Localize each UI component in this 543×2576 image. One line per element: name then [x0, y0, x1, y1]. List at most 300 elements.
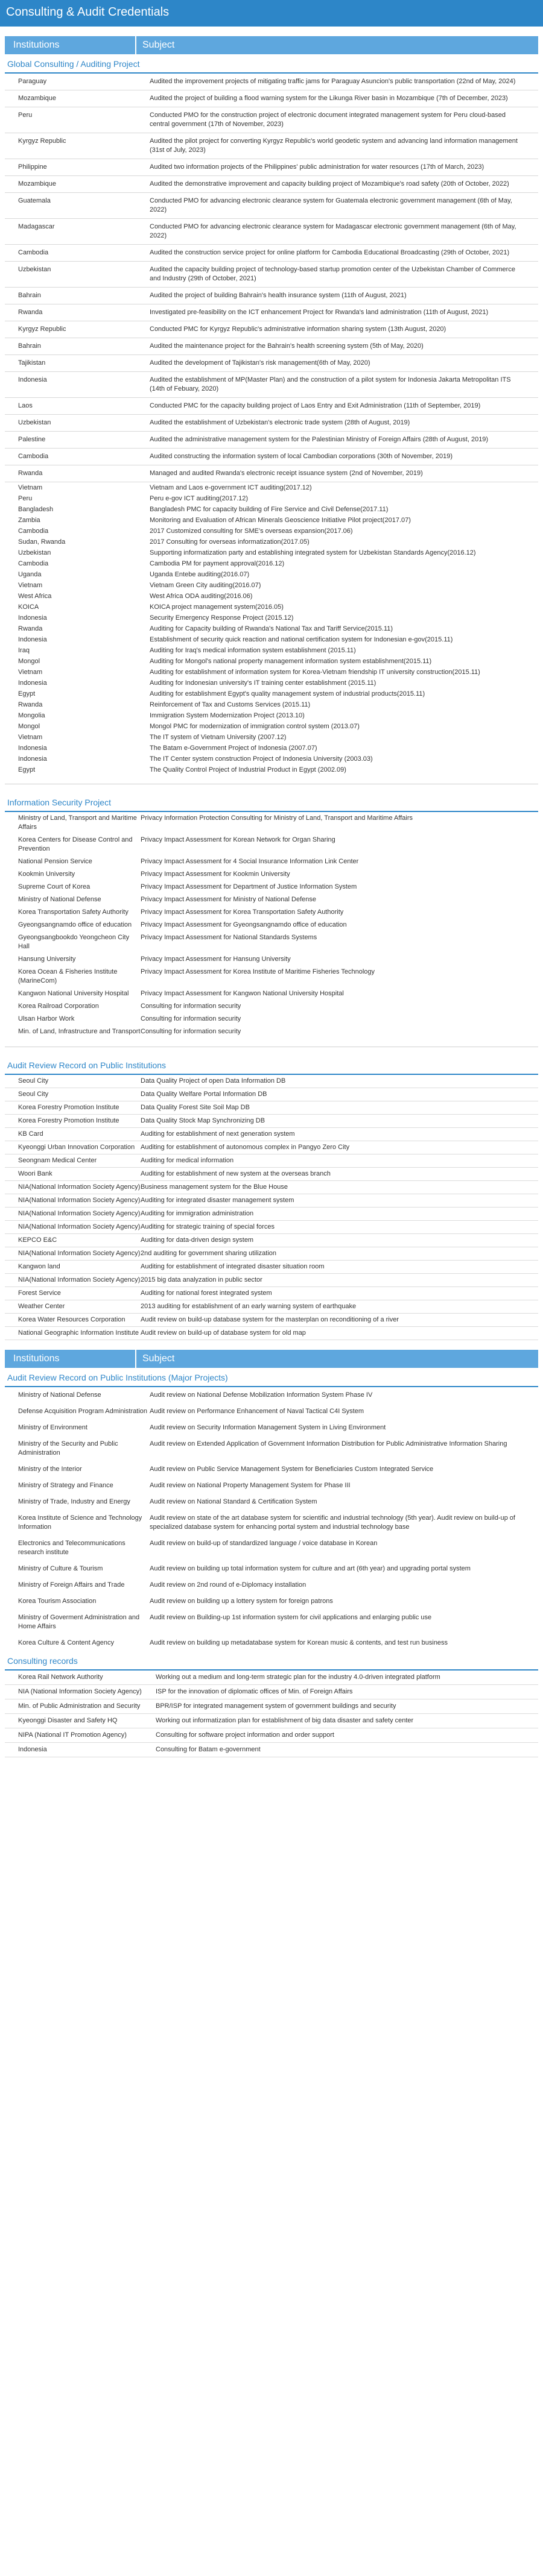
subject-cell: Conducted PMO for advancing electronic clearance system for Guatemala electronic government management (6th of May, 2022) — [150, 197, 512, 213]
institution-cell: Indonesia — [18, 679, 47, 687]
column-institutions: Institutions — [13, 1353, 60, 1364]
spacer — [0, 1340, 543, 1350]
table-row — [5, 1075, 538, 1088]
subject-cell: Auditing for data-driven design system — [141, 1236, 254, 1244]
institution-cell: Kyeonggi Urban Innovation Corporation — [18, 1144, 135, 1151]
table-row — [5, 1013, 538, 1025]
institution-cell: Egypt — [18, 766, 36, 773]
table-row — [5, 591, 538, 602]
table-row — [5, 623, 538, 634]
subject-cell: Auditing for establishment Egypt's quality management system of industrial products(2015.11) — [150, 690, 425, 698]
institution-cell: Ministry of Environment — [18, 1424, 87, 1431]
institution-cell: NIA(National Information Society Agency) — [18, 1197, 141, 1204]
subject-cell: Auditing for establishment of integrated disaster situation room — [141, 1263, 325, 1270]
table-row — [5, 449, 538, 465]
subject-cell: Privacy Impact Assessment for National Standards Systems — [141, 934, 317, 941]
institution-cell: Korea Ocean & Fisheries Institute (MarineCom) — [18, 968, 118, 984]
institution-cell: KB Card — [18, 1130, 43, 1138]
institution-cell: Egypt — [18, 690, 36, 698]
table-row — [5, 1154, 538, 1168]
institution-cell: Tajikistan — [18, 359, 46, 367]
institution-cell: KOICA — [18, 603, 39, 611]
subject-cell: Data Quality Project of open Data Information DB — [141, 1077, 286, 1085]
institution-cell: Forest Service — [18, 1290, 61, 1297]
table-row — [5, 931, 538, 953]
table-row — [5, 504, 538, 515]
institution-cell: Kyrgyz Republic — [18, 326, 66, 333]
subject-cell: KOICA project management system(2016.05) — [150, 603, 284, 611]
table-row — [5, 90, 538, 107]
institution-cell: Mongolia — [18, 712, 45, 719]
table-row — [5, 1314, 538, 1327]
table-row — [5, 1714, 538, 1728]
institution-cell: Sudan, Rwanda — [18, 538, 66, 546]
table-row — [5, 602, 538, 613]
column-header — [5, 1350, 538, 1368]
subject-cell: Audited the establishment of Uzbekistan's electronic trade system (28th of August, 2019) — [150, 419, 410, 426]
table-row — [5, 613, 538, 623]
table-row — [5, 1593, 538, 1610]
table-row — [5, 558, 538, 569]
institution-cell: Cambodia — [18, 249, 49, 256]
institution-cell: Indonesia — [18, 755, 47, 763]
institution-cell: Electronics and Telecommunications research institute — [18, 1540, 125, 1556]
subject-cell: Audited two information projects of the Philippines' public administration for water resources (17th of March, 2023) — [150, 163, 484, 171]
institution-cell: Rwanda — [18, 701, 43, 708]
subject-cell: Audit review on build-up database system for the masterplan on reconditioning of a river — [141, 1316, 399, 1323]
institution-cell: Seoul City — [18, 1077, 49, 1085]
subject-cell: Audit review on Building-up 1st information system for civil applications and enlarging public use — [150, 1614, 432, 1621]
table-row — [5, 667, 538, 678]
section-title: Audit Review Record on Public Institutions (Major Projects) — [5, 1368, 538, 1387]
subject-cell: Establishment of security quick reaction and national certification system for Indonesian e-gov(2015.11) — [150, 636, 453, 643]
section-consulting — [5, 1651, 538, 1757]
table-row — [5, 245, 538, 262]
table-row — [5, 338, 538, 355]
table-row — [5, 634, 538, 645]
institution-cell: Ministry of Land, Transport and Maritime Affairs — [18, 814, 137, 831]
subject-cell: 2015 big data analyzation in public sector — [141, 1276, 262, 1283]
institution-cell: Indonesia — [18, 376, 47, 383]
institution-cell: Korea Water Resources Corporation — [18, 1316, 125, 1323]
table-row — [5, 193, 538, 219]
table-row — [5, 919, 538, 931]
subject-cell: Privacy Impact Assessment for Korean Network for Organ Sharing — [141, 836, 335, 843]
subject-cell: Auditing for immigration administration — [141, 1210, 254, 1217]
institution-cell: Ministry of National Defense — [18, 896, 101, 903]
institution-cell: Hansung University — [18, 956, 76, 963]
institution-cell: Woori Bank — [18, 1170, 52, 1177]
institution-cell: Bahrain — [18, 292, 41, 299]
institution-cell: Ministry of Culture & Tourism — [18, 1565, 103, 1572]
table-row — [5, 678, 538, 688]
table-row — [5, 834, 538, 855]
table-row — [5, 893, 538, 906]
subject-cell: Vietnam Green City auditing(2016.07) — [150, 582, 261, 589]
institution-cell: Paraguay — [18, 78, 47, 85]
institution-cell: Laos — [18, 402, 33, 409]
subject-cell: Security Emergency Response Project (2015.12) — [150, 614, 294, 622]
institution-cell: Indonesia — [18, 745, 47, 752]
subject-cell: Audited the construction service project for online platform for Cambodia Educational Broadcasting (29th of October, 2021) — [150, 249, 510, 256]
subject-cell: Audit review on building up a lottery system for foreign patrons — [150, 1598, 333, 1605]
section-title: Consulting records — [5, 1651, 538, 1671]
subject-cell: Audited the administrative management system for the Palestinian Ministry of Foreign Affairs (28th of August, 2019) — [150, 436, 489, 443]
table-row — [5, 812, 538, 834]
table-row — [5, 868, 538, 881]
page-title: Consulting & Audit Credentials — [0, 0, 543, 27]
table-row — [5, 1000, 538, 1013]
subject-cell: Consulting for software project information and order support — [156, 1731, 334, 1739]
table-row — [5, 699, 538, 710]
subject-cell: Data Quality Stock Map Synchronizing DB — [141, 1117, 265, 1124]
subject-cell: Privacy Impact Assessment for Gyeongsangnamdo office of education — [141, 921, 347, 928]
subject-cell: Privacy Impact Assessment for Kookmin University — [141, 871, 290, 878]
table-row — [5, 1699, 538, 1714]
subject-cell: 2017 Consulting for overseas informatization(2017.05) — [150, 538, 310, 546]
table-row — [5, 987, 538, 1000]
subject-cell: Supporting informatization party and establishing integrated system for Uzbekistan Standards Agency(2016.12) — [150, 549, 476, 556]
institution-cell: Kyeonggi Disaster and Safety HQ — [18, 1717, 118, 1724]
subject-cell: Conducted PMC for Kyrgyz Republic's administrative information sharing system (13th August, 2020) — [150, 326, 446, 333]
table-row — [5, 732, 538, 743]
table-row — [5, 526, 538, 537]
institution-cell: Mongol — [18, 658, 40, 665]
table-row — [5, 1221, 538, 1234]
subject-cell: Auditing for Mongol's national property management information system establishment(2015.11) — [150, 658, 432, 665]
subject-cell: Audit review on Performance Enhancement of Naval Tactical C4I System — [150, 1408, 364, 1415]
subject-cell: Uganda Entebe auditing(2016.07) — [150, 571, 250, 578]
table-row — [5, 764, 538, 775]
table-row — [5, 133, 538, 159]
institution-cell: Indonesia — [18, 636, 47, 643]
institution-cell: Mozambique — [18, 95, 56, 102]
institution-cell: Rwanda — [18, 309, 43, 316]
institution-cell: Korea Centers for Disease Control and Prevention — [18, 836, 133, 852]
institution-cell: Bangladesh — [18, 506, 54, 513]
subject-cell: Auditing for Iraq's medical information system establishment (2015.11) — [150, 647, 356, 654]
subject-cell: Audited the project of building a flood warning system for the Likunga River basin in Mozambique (7th of December, 2023) — [150, 95, 508, 102]
section-security — [5, 793, 538, 1038]
table-row — [5, 1101, 538, 1115]
subject-cell: 2017 Customized consulting for SME's overseas expansion(2017.06) — [150, 527, 353, 535]
institution-cell: NIA(National Information Society Agency) — [18, 1210, 141, 1217]
subject-cell: Vietnam and Laos e-government ICT auditing(2017.12) — [150, 484, 312, 491]
section-global — [5, 54, 538, 775]
subject-cell: Audited the pilot project for converting Kyrgyz Republic's world geodetic system and advancing land information management (31st of July, 2023) — [150, 137, 518, 154]
table-row — [5, 1208, 538, 1221]
institution-cell: Mozambique — [18, 180, 56, 187]
subject-cell: Privacy Impact Assessment for Korea Transportation Safety Authority — [141, 909, 344, 916]
institution-cell: Uzbekistan — [18, 266, 51, 273]
subject-cell: Peru e-gov ICT auditing(2017.12) — [150, 495, 249, 502]
table-row — [5, 159, 538, 176]
institution-cell: National Geographic Information Institute — [18, 1329, 139, 1337]
institution-cell: Gyeongsangbookdo Yeongcheon City Hall — [18, 934, 130, 950]
subject-cell: Audit review on Security Information Management System in Living Environment — [150, 1424, 386, 1431]
table-row — [5, 1115, 538, 1128]
table-row — [5, 1168, 538, 1181]
subject-cell: Bangladesh PMC for capacity building of Fire Service and Civil Defense(2017.11) — [150, 506, 389, 513]
table-row — [5, 1494, 538, 1510]
subject-cell: Audit review on National Property Management System for Phase III — [150, 1482, 351, 1489]
table-row — [5, 1743, 538, 1757]
subject-cell: Immigration System Modernization Project (2013.10) — [150, 712, 305, 719]
table-row — [5, 288, 538, 304]
table-row — [5, 74, 538, 90]
table-row — [5, 1577, 538, 1593]
institution-cell: Mongol — [18, 723, 40, 730]
table-row — [5, 515, 538, 526]
subject-cell: Auditing for Indonesian university's IT training center establishment (2015.11) — [150, 679, 376, 687]
institution-cell: Uzbekistan — [18, 549, 51, 556]
institution-cell: Rwanda — [18, 470, 43, 477]
subject-cell: Audit review on 2nd round of e-Diplomacy installation — [150, 1581, 306, 1589]
institution-cell: Ministry of Strategy and Finance — [18, 1482, 113, 1489]
table-row — [5, 906, 538, 919]
table-row — [5, 493, 538, 504]
table-row — [5, 855, 538, 868]
institution-cell: Cambodia — [18, 453, 49, 460]
institution-cell: Cambodia — [18, 560, 49, 567]
subject-cell: Conducted PMO for the construction project of electronic document integrated management system for Peru cloud-based central government (17th of November, 2023) — [150, 112, 506, 128]
subject-cell: Auditing for establishment of autonomous complex in Pangyo Zero City — [141, 1144, 350, 1151]
subject-cell: Data Quality Forest Site Soil Map DB — [141, 1104, 250, 1111]
column-subject: Subject — [135, 36, 538, 54]
subject-cell: Conducted PMC for the capacity building project of Laos Entry and Exit Administration (11th of September, 2019) — [150, 402, 481, 409]
table-row — [5, 398, 538, 415]
institution-cell: Peru — [18, 112, 33, 119]
institution-cell: Indonesia — [18, 1746, 47, 1753]
table-row — [5, 1181, 538, 1194]
column-institutions: Institutions — [13, 40, 60, 50]
subject-cell: Audit review on Public Service Management System for Beneficiaries Custom Integrated Service — [150, 1466, 434, 1473]
institution-cell: Seoul City — [18, 1091, 49, 1098]
institution-cell: Korea Transportation Safety Authority — [18, 909, 129, 916]
table-row — [5, 580, 538, 591]
table-row — [5, 656, 538, 667]
table-row — [5, 710, 538, 721]
institution-cell: Rwanda — [18, 625, 43, 632]
institution-cell: Korea Railroad Corporation — [18, 1003, 99, 1010]
subject-cell: Audited the improvement projects of mitigating traffic jams for Paraguay Asuncion's public transportation (22nd of May, 2024) — [150, 78, 516, 85]
subject-cell: Audited the demonstrative improvement and capacity building project of Mozambique's road safety (20th of October, 2022) — [150, 180, 509, 187]
subject-cell: Privacy Impact Assessment for Kangwon National University Hospital — [141, 990, 344, 997]
table-row — [5, 966, 538, 987]
subject-cell: Privacy Information Protection Consulting for Ministry of Land, Transport and Maritime Affairs — [141, 814, 413, 822]
subject-cell: 2013 auditing for establishment of an early warning system of earthquake — [141, 1303, 357, 1310]
institution-cell: Supreme Court of Korea — [18, 883, 91, 890]
institution-cell: Indonesia — [18, 614, 47, 622]
table-row — [5, 465, 538, 482]
institution-cell: Vietnam — [18, 734, 43, 741]
subject-cell: Cambodia PM for payment approval(2016.12) — [150, 560, 285, 567]
table-row — [5, 754, 538, 764]
institution-cell: Cambodia — [18, 527, 49, 535]
institution-cell: NIPA (National IT Promotion Agency) — [18, 1731, 127, 1739]
institution-cell: Ulsan Harbor Work — [18, 1015, 75, 1022]
table-row — [5, 1436, 538, 1461]
institution-cell: Kookmin University — [18, 871, 75, 878]
subject-cell: Audit review on National Defense Mobilization Information System Phase IV — [150, 1391, 373, 1399]
table-row — [5, 355, 538, 372]
table-row — [5, 1685, 538, 1699]
table-row — [5, 743, 538, 754]
table-row — [5, 107, 538, 133]
table-row — [5, 1728, 538, 1743]
institution-cell: National Pension Service — [18, 858, 92, 865]
subject-cell: Business management system for the Blue House — [141, 1183, 288, 1191]
column-subject: Subject — [135, 1350, 538, 1368]
subject-cell: Mongol PMC for modernization of immigration control system (2013.07) — [150, 723, 360, 730]
institution-cell: Uganda — [18, 571, 42, 578]
subject-cell: The Quality Control Project of Industrial Product in Egypt (2002.09) — [150, 766, 346, 773]
institution-cell: Bahrain — [18, 342, 41, 350]
institution-cell: Min. of Public Administration and Security — [18, 1702, 141, 1710]
table-row — [5, 1234, 538, 1247]
table-row — [5, 1420, 538, 1436]
table-row — [5, 953, 538, 966]
subject-cell: Auditing for establishment of new system at the overseas branch — [141, 1170, 331, 1177]
institution-cell: Guatemala — [18, 197, 51, 204]
institution-cell: Ministry of the Interior — [18, 1466, 82, 1473]
subject-cell: Auditing for Capacity building of Rwanda's National Tax and Tariff Service(2015.11) — [150, 625, 393, 632]
table-row — [5, 219, 538, 245]
subject-cell: Audited constructing the information system of local Cambodian corporations (30th of November, 2019) — [150, 453, 453, 460]
institution-cell: Korea Tourism Association — [18, 1598, 97, 1605]
table-row — [5, 415, 538, 432]
institution-cell: Vietnam — [18, 484, 43, 491]
table-row — [5, 1287, 538, 1300]
table-row — [5, 1535, 538, 1561]
subject-cell: Audit review on state of the art database system for scientific and industrial technology (5th year). Audit review on build-up of specialized database system for enhancing portal system and industrial technology base — [150, 1514, 515, 1531]
institution-cell: Vietnam — [18, 582, 43, 589]
institution-cell: Min. of Land, Infrastructure and Transport — [18, 1028, 141, 1035]
institution-cell: Korea Forestry Promotion Institute — [18, 1117, 119, 1124]
table-row — [5, 1510, 538, 1535]
institution-cell: KEPCO E&C — [18, 1236, 57, 1244]
table-row — [5, 176, 538, 193]
section-title: Audit Review Record on Public Institutions — [5, 1056, 538, 1075]
subject-cell: Consulting for information security — [141, 1003, 241, 1010]
subject-cell: Auditing for strategic training of special forces — [141, 1223, 275, 1230]
table-row — [5, 1561, 538, 1577]
table-row — [5, 1461, 538, 1478]
subject-cell: Privacy Impact Assessment for 4 Social Insurance Information Link Center — [141, 858, 359, 865]
subject-cell: Consulting for Batam e-government — [156, 1746, 261, 1753]
subject-cell: The Batam e-Government Project of Indonesia (2007.07) — [150, 745, 317, 752]
table-row — [5, 1128, 538, 1141]
section-audit-public — [5, 1056, 538, 1340]
subject-cell: The IT system of Vietnam University (2007.12) — [150, 734, 287, 741]
institution-cell: Kangwon land — [18, 1263, 60, 1270]
table-row — [5, 262, 538, 288]
institution-cell: NIA(National Information Society Agency) — [18, 1250, 141, 1257]
table-row — [5, 1274, 538, 1287]
table-row — [5, 1610, 538, 1635]
subject-cell: Auditing for national forest integrated system — [141, 1290, 272, 1297]
institution-cell: Philippine — [18, 163, 47, 171]
subject-cell: Audited the maintenance project for the Bahrain's health screening system (5th of May, 2020) — [150, 342, 424, 350]
subject-cell: Audit review on building up metadatabase system for Korean music & contents, and test run business — [150, 1639, 448, 1646]
subject-cell: Conducted PMO for advancing electronic clearance system for Madagascar electronic government management (6th of May, 2022) — [150, 223, 516, 239]
institution-cell: Vietnam — [18, 669, 43, 676]
column-header — [5, 36, 538, 54]
table-row — [5, 645, 538, 656]
table-row — [5, 881, 538, 893]
institution-cell: NIA(National Information Society Agency) — [18, 1276, 141, 1283]
table-row — [5, 432, 538, 449]
subject-cell: Monitoring and Evaluation of African Minerals Geoscience Initiative Pilot project(2017.07) — [150, 517, 411, 524]
institution-cell: Palestine — [18, 436, 46, 443]
table-row — [5, 304, 538, 321]
institution-cell: Gyeongsangnamdo office of education — [18, 921, 132, 928]
subject-cell: Privacy Impact Assessment for Ministry of National Defense — [141, 896, 316, 903]
subject-cell: Audited the capacity building project of technology-based startup promotion center of the Uzbekistan Chamber of Commerce and Industry (29th of October, 2021) — [150, 266, 515, 282]
institution-cell: Korea Culture & Content Agency — [18, 1639, 114, 1646]
institution-cell: NIA (National Information Society Agency) — [18, 1688, 142, 1695]
table-row — [5, 569, 538, 580]
subject-cell: Audit review on Extended Application of Government Information Distribution for Public Administrative Information Sharing — [150, 1440, 507, 1447]
subject-cell: Auditing for establishment of information system for Korea-Vietnam friendship IT university construction(2015.11) — [150, 669, 480, 676]
institution-cell: Ministry of National Defense — [18, 1391, 101, 1399]
institution-cell: Kangwon National University Hospital — [18, 990, 129, 997]
institution-cell: NIA(National Information Society Agency) — [18, 1223, 141, 1230]
subject-cell: 2nd auditing for government sharing utilization — [141, 1250, 277, 1257]
subject-cell: Audited the project of building Bahrain's health insurance system (11th of August, 2021) — [150, 292, 407, 299]
institution-cell: Kyrgyz Republic — [18, 137, 66, 145]
subject-cell: BPR/ISP for integrated management system of government buildings and security — [156, 1702, 396, 1710]
subject-cell: Auditing for integrated disaster management system — [141, 1197, 294, 1204]
subject-cell: Auditing for medical information — [141, 1157, 234, 1164]
subject-cell: Consulting for information security — [141, 1028, 241, 1035]
institution-cell: Ministry of Trade, Industry and Energy — [18, 1498, 130, 1505]
subject-cell: Investigated pre-feasibility on the ICT enhancement Project for Rwanda's land administration (11th of August, 2021) — [150, 309, 489, 316]
institution-cell: Peru — [18, 495, 33, 502]
institution-cell: Madagascar — [18, 223, 55, 230]
subject-cell: Audit review on National Standard & Certification System — [150, 1498, 317, 1505]
table-row — [5, 1403, 538, 1420]
subject-cell: Audit review on build-up of database system for old map — [141, 1329, 306, 1337]
subject-cell: Managed and audited Rwanda's electronic receipt issuance system (2nd of November, 2019) — [150, 470, 423, 477]
institution-cell: Ministry of Goverment Administration and Home Affairs — [18, 1614, 140, 1630]
table-row — [5, 1025, 538, 1038]
institution-cell: Iraq — [18, 647, 30, 654]
table-row — [5, 1088, 538, 1101]
subject-cell: Audit review on build-up of standardized language / voice database in Korean — [150, 1540, 378, 1547]
institution-cell: West Africa — [18, 593, 52, 600]
section-title: Information Security Project — [5, 793, 538, 812]
subject-cell: Consulting for information security — [141, 1015, 241, 1022]
table-row — [5, 688, 538, 699]
table-row — [5, 721, 538, 732]
table-row — [5, 1141, 538, 1154]
institution-cell: NIA(National Information Society Agency) — [18, 1183, 141, 1191]
subject-cell: Privacy Impact Assessment for Hansung University — [141, 956, 291, 963]
table-row — [5, 1671, 538, 1685]
table-row — [5, 1300, 538, 1314]
institution-cell: Weather Center — [18, 1303, 65, 1310]
table-row — [5, 1387, 538, 1403]
institution-cell: Defense Acquisition Program Administration — [18, 1408, 147, 1415]
institution-cell: Seongnam Medical Center — [18, 1157, 97, 1164]
section-title: Global Consulting / Auditing Project — [5, 54, 538, 74]
table-row — [5, 482, 538, 493]
table-row — [5, 547, 538, 558]
table-row — [5, 1635, 538, 1651]
institution-cell: Ministry of the Security and Public Administration — [18, 1440, 118, 1456]
subject-cell: Privacy Impact Assessment for Department of Justice Information System — [141, 883, 357, 890]
